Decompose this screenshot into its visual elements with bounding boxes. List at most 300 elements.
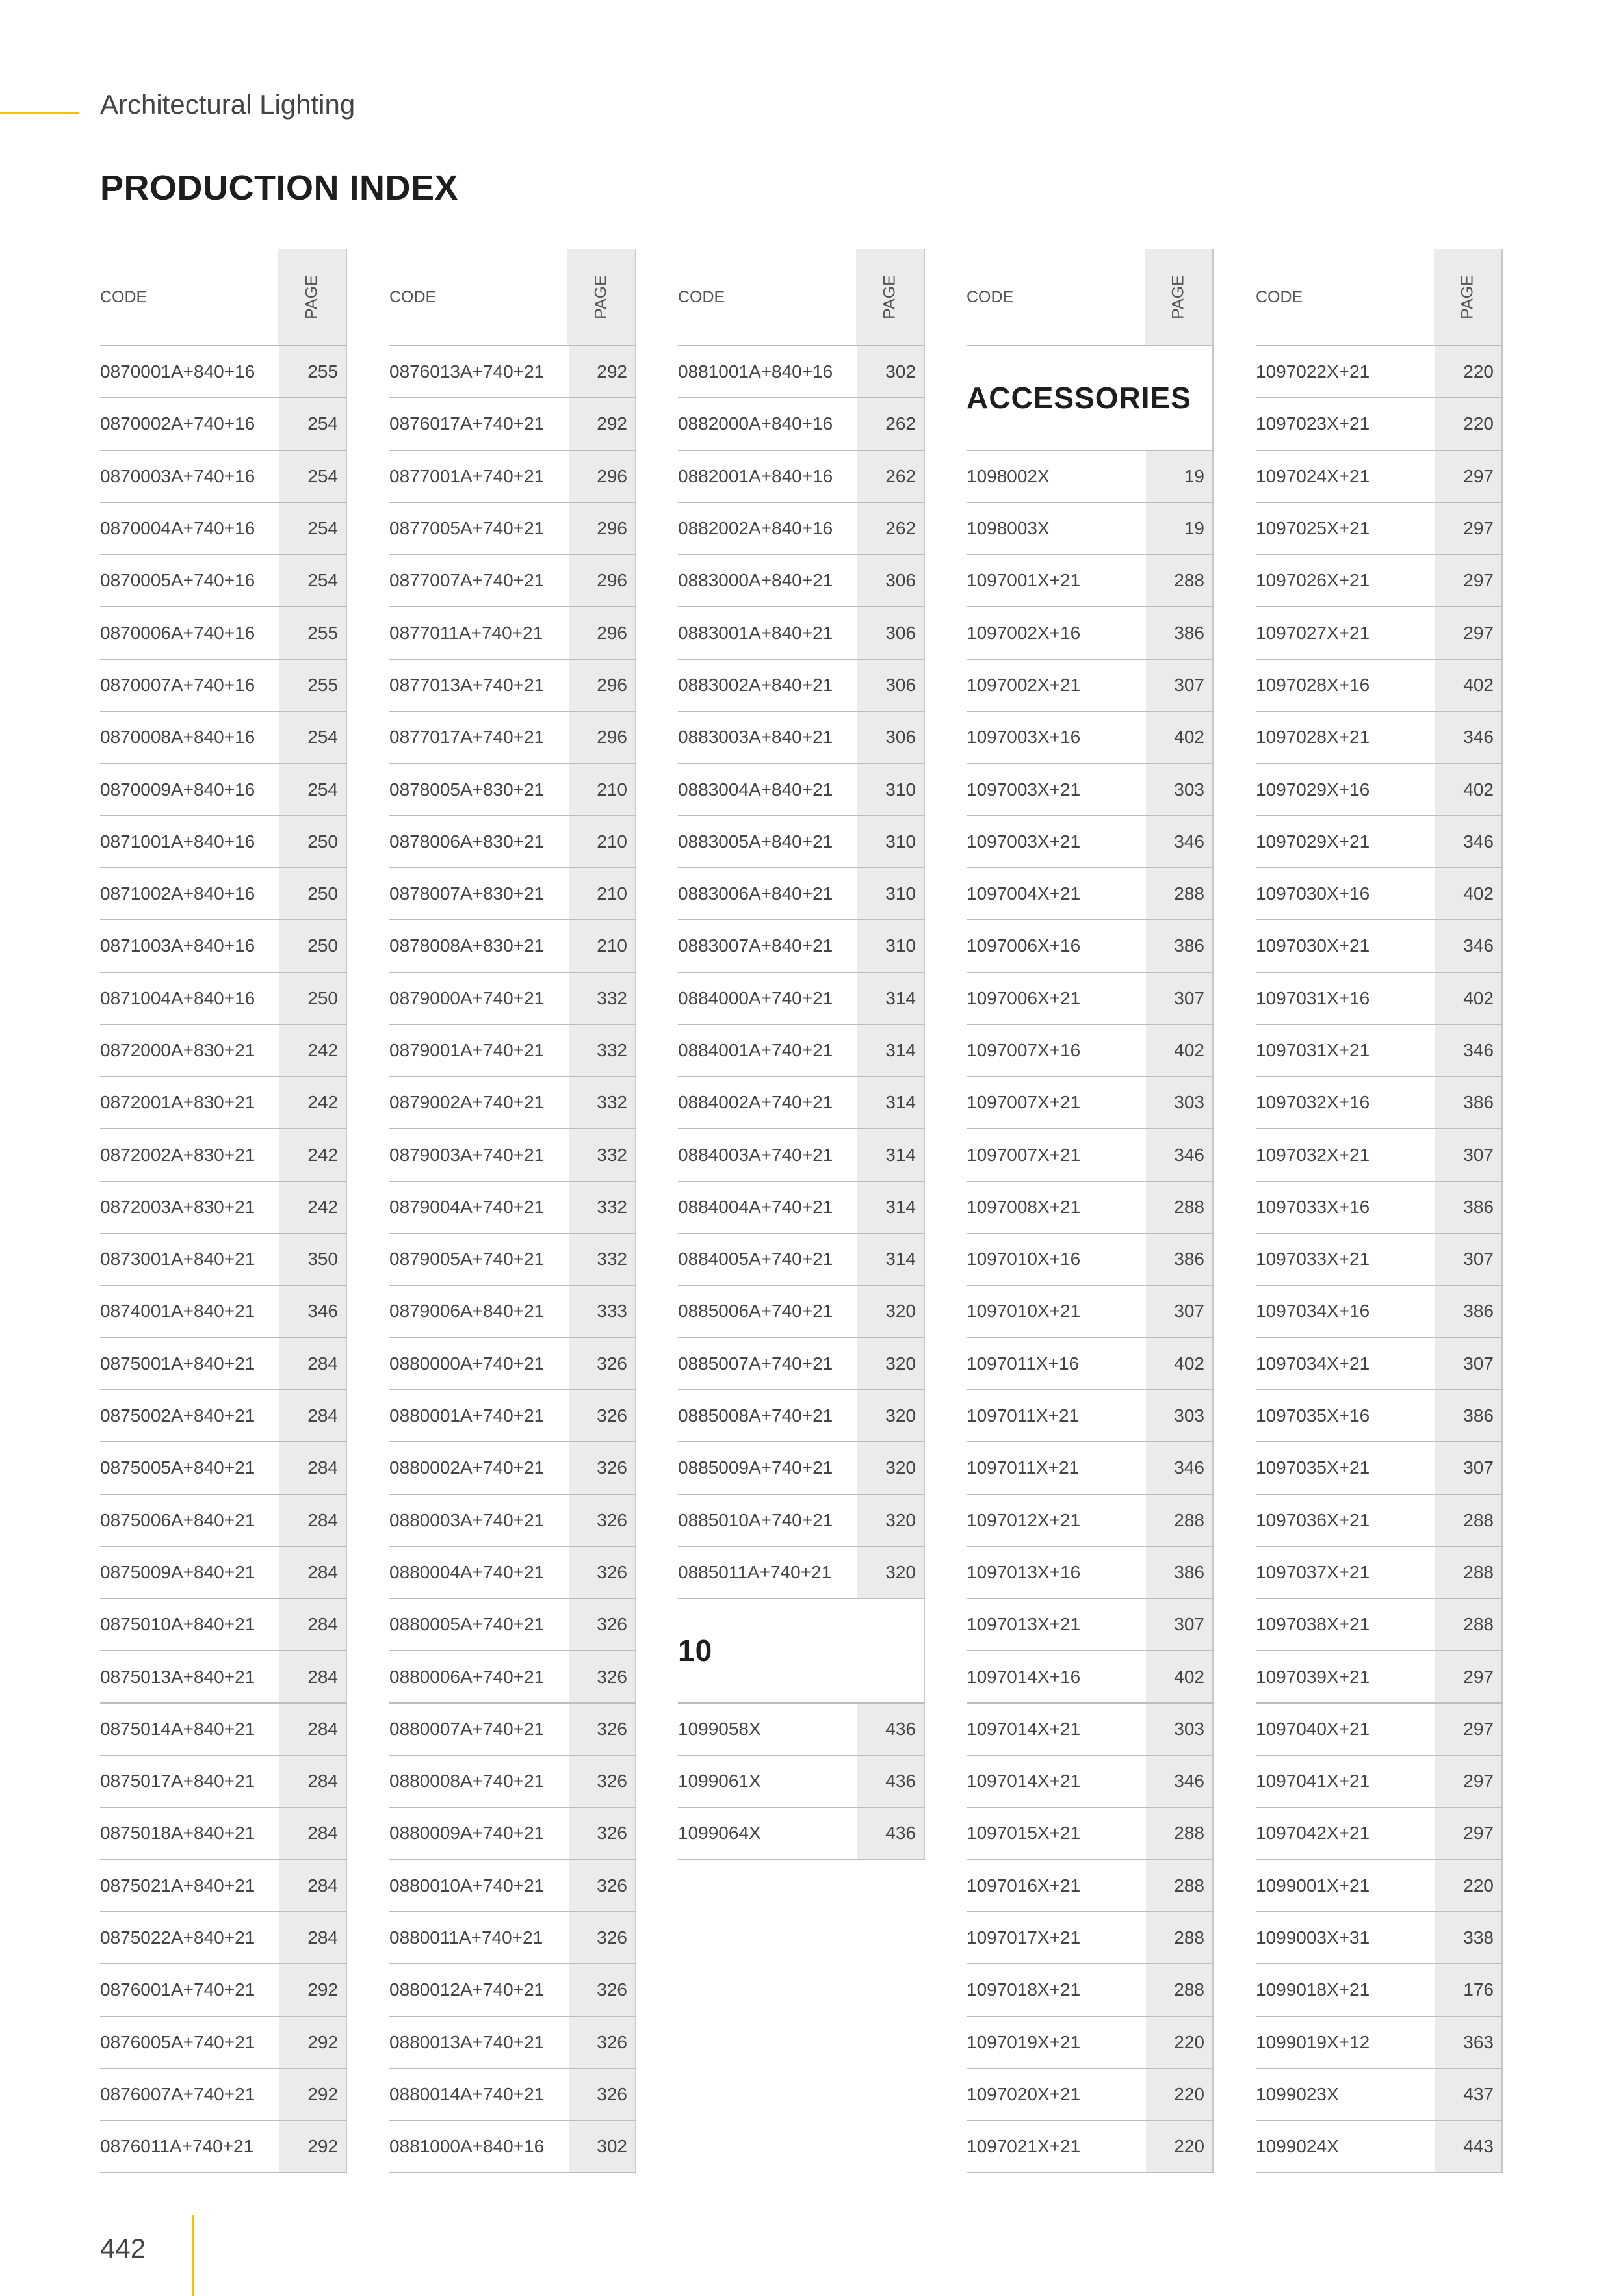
page-ref: 320 bbox=[857, 1390, 925, 1441]
index-row bbox=[1256, 1129, 1503, 1181]
product-code: 1097015X+21 bbox=[967, 1823, 1081, 1844]
page-ref: 302 bbox=[569, 2121, 636, 2172]
index-row bbox=[678, 1808, 925, 1860]
page-ref: 288 bbox=[1146, 1964, 1214, 2015]
page-ref: 292 bbox=[279, 2121, 347, 2172]
page-ref: 346 bbox=[1435, 920, 1503, 971]
product-code: 0880010A+740+21 bbox=[389, 1875, 545, 1896]
index-row bbox=[967, 2017, 1214, 2069]
page-ref: 288 bbox=[1146, 1808, 1214, 1859]
index-row bbox=[100, 1077, 347, 1129]
index-row bbox=[389, 503, 636, 555]
product-code: 0876011A+740+21 bbox=[100, 2136, 254, 2157]
product-code: 1097012X+21 bbox=[967, 1509, 1081, 1530]
page-ref: 332 bbox=[569, 1129, 636, 1180]
product-code: 0884004A+740+21 bbox=[678, 1196, 833, 1217]
product-code: 0885010A+740+21 bbox=[678, 1509, 833, 1530]
code-column-label: CODE bbox=[389, 288, 437, 306]
index-row bbox=[967, 1495, 1214, 1547]
page-ref: 284 bbox=[279, 1808, 347, 1859]
page-ref: 314 bbox=[857, 1129, 925, 1180]
page-ref: 220 bbox=[1146, 2017, 1214, 2068]
product-code: 1097027X+21 bbox=[1256, 622, 1370, 643]
page-ref: 307 bbox=[1435, 1338, 1503, 1389]
index-row bbox=[967, 1599, 1214, 1651]
product-code: 1097037X+21 bbox=[1256, 1561, 1370, 1582]
product-code: 1097035X+21 bbox=[1256, 1457, 1370, 1478]
index-row bbox=[678, 920, 925, 972]
page-ref: 307 bbox=[1435, 1129, 1503, 1180]
page-ref: 326 bbox=[569, 1651, 636, 1702]
index-row bbox=[389, 660, 636, 712]
group-heading-side bbox=[857, 1599, 925, 1702]
index-row bbox=[1256, 1808, 1503, 1860]
page-ref: 402 bbox=[1146, 712, 1214, 763]
product-code: 0878008A+830+21 bbox=[389, 935, 545, 956]
index-row bbox=[1256, 346, 1503, 398]
product-code: 1097007X+21 bbox=[967, 1092, 1081, 1113]
index-row bbox=[100, 1808, 347, 1860]
index-row bbox=[967, 451, 1214, 503]
product-code: 0875018A+840+21 bbox=[100, 1823, 255, 1844]
index-column-2 bbox=[389, 249, 636, 2173]
product-code: 0882000A+840+16 bbox=[678, 413, 833, 434]
page-ref: 288 bbox=[1435, 1599, 1503, 1650]
index-row bbox=[100, 1129, 347, 1181]
index-row bbox=[389, 607, 636, 659]
index-row bbox=[678, 503, 925, 555]
index-row bbox=[967, 2069, 1214, 2121]
index-row bbox=[389, 1495, 636, 1547]
product-code: 0880001A+740+21 bbox=[389, 1405, 545, 1426]
page-ref: 303 bbox=[1146, 1077, 1214, 1128]
product-code: 0870009A+840+16 bbox=[100, 779, 255, 800]
index-row bbox=[967, 1860, 1214, 1912]
index-row bbox=[100, 973, 347, 1025]
product-code: 1097006X+16 bbox=[967, 935, 1081, 956]
page-ref: 326 bbox=[569, 1338, 636, 1389]
index-row bbox=[389, 1912, 636, 1964]
page-ref: 332 bbox=[569, 1077, 636, 1128]
product-code: 1097013X+16 bbox=[967, 1561, 1081, 1582]
column-header bbox=[100, 249, 347, 345]
page-ref: 255 bbox=[279, 660, 347, 711]
index-row bbox=[678, 451, 925, 503]
index-row bbox=[678, 660, 925, 712]
page-ref: 306 bbox=[857, 607, 925, 658]
product-code: 0870004A+740+16 bbox=[100, 518, 255, 539]
index-row bbox=[678, 1234, 925, 1286]
product-code: 0877013A+740+21 bbox=[389, 674, 545, 695]
product-code: 0878007A+830+21 bbox=[389, 883, 545, 904]
product-code: 1099019X+12 bbox=[1256, 2031, 1370, 2052]
index-row bbox=[1256, 1077, 1503, 1129]
page-ref: 402 bbox=[1435, 764, 1503, 815]
index-row bbox=[678, 712, 925, 764]
product-code: 0880004A+740+21 bbox=[389, 1561, 545, 1582]
index-row bbox=[1256, 1860, 1503, 1912]
page-ref: 288 bbox=[1146, 1912, 1214, 1963]
index-row bbox=[389, 1338, 636, 1390]
index-row bbox=[678, 1338, 925, 1390]
index-row bbox=[967, 1025, 1214, 1077]
index-row bbox=[100, 1964, 347, 2016]
page-ref: 284 bbox=[279, 1338, 347, 1389]
product-code: 0876007A+740+21 bbox=[100, 2083, 255, 2104]
page-ref: 326 bbox=[569, 1495, 636, 1546]
column-rows bbox=[967, 345, 1214, 2173]
page-number: 442 bbox=[100, 2233, 146, 2263]
page-ref: 296 bbox=[569, 660, 636, 711]
page-ref: 306 bbox=[857, 712, 925, 763]
page-ref: 288 bbox=[1435, 1547, 1503, 1598]
index-row bbox=[1256, 1182, 1503, 1234]
product-code: 0870001A+840+16 bbox=[100, 361, 255, 382]
product-code: 1097036X+21 bbox=[1256, 1509, 1370, 1530]
product-code: 1098002X bbox=[967, 465, 1050, 486]
index-row bbox=[100, 1338, 347, 1390]
product-code: 0880000A+740+21 bbox=[389, 1353, 545, 1374]
product-code: 0871003A+840+16 bbox=[100, 935, 255, 956]
product-code: 1097002X+21 bbox=[967, 674, 1081, 695]
product-code: 0872003A+830+21 bbox=[100, 1196, 255, 1217]
code-column-label: CODE bbox=[967, 288, 1014, 306]
index-row bbox=[967, 973, 1214, 1025]
group-heading-text: 10 bbox=[678, 1634, 713, 1668]
index-row bbox=[1256, 1651, 1503, 1703]
page-ref: 314 bbox=[857, 1077, 925, 1128]
index-row bbox=[678, 1495, 925, 1547]
product-code: 1099023X bbox=[1256, 2083, 1339, 2104]
page-ref: 220 bbox=[1146, 2121, 1214, 2172]
product-code: 1097002X+16 bbox=[967, 622, 1081, 643]
product-code: 0882002A+840+16 bbox=[678, 518, 833, 539]
page-ref: 210 bbox=[569, 816, 636, 867]
index-row bbox=[678, 1129, 925, 1181]
index-row bbox=[967, 607, 1214, 659]
product-code: 1097032X+16 bbox=[1256, 1092, 1370, 1113]
product-code: 1097007X+16 bbox=[967, 1040, 1081, 1060]
product-code: 0877001A+740+21 bbox=[389, 465, 545, 486]
page-ref: 307 bbox=[1146, 1599, 1214, 1650]
index-row bbox=[389, 920, 636, 972]
index-row bbox=[389, 1182, 636, 1234]
page-ref: 386 bbox=[1146, 1234, 1214, 1285]
index-row bbox=[100, 1912, 347, 1964]
page-ref: 310 bbox=[857, 920, 925, 971]
product-code: 1097040X+21 bbox=[1256, 1718, 1370, 1739]
page-ref: 288 bbox=[1146, 1860, 1214, 1911]
page-ref: 346 bbox=[1146, 1756, 1214, 1807]
product-code: 0883000A+840+21 bbox=[678, 570, 833, 591]
product-code: 1097011X+21 bbox=[967, 1457, 1080, 1478]
index-row bbox=[1256, 451, 1503, 503]
product-code: 0870006A+740+16 bbox=[100, 622, 255, 643]
page-ref: 288 bbox=[1146, 555, 1214, 606]
product-code: 1099001X+21 bbox=[1256, 1875, 1370, 1896]
page-column-label: PAGE bbox=[1169, 275, 1188, 319]
index-row bbox=[100, 1442, 347, 1494]
product-code: 0875021A+840+21 bbox=[100, 1875, 255, 1896]
index-row bbox=[678, 1547, 925, 1599]
index-row bbox=[389, 1234, 636, 1286]
product-code: 0873001A+840+21 bbox=[100, 1249, 255, 1270]
page-ref: 386 bbox=[1146, 607, 1214, 658]
index-row bbox=[1256, 1025, 1503, 1077]
product-code: 0880006A+740+21 bbox=[389, 1666, 545, 1687]
product-code: 1097025X+21 bbox=[1256, 518, 1370, 539]
page-ref: 210 bbox=[569, 868, 636, 919]
page-ref: 310 bbox=[857, 764, 925, 815]
page-ref: 220 bbox=[1435, 1860, 1503, 1911]
page-ref: 284 bbox=[279, 1547, 347, 1598]
product-code: 0885009A+740+21 bbox=[678, 1457, 833, 1478]
product-code: 0880003A+740+21 bbox=[389, 1509, 545, 1530]
group-heading bbox=[678, 1599, 925, 1704]
index-row bbox=[389, 712, 636, 764]
section-title: Architectural Lighting bbox=[100, 89, 356, 120]
product-code: 1097003X+16 bbox=[967, 727, 1081, 748]
product-code: 0880012A+740+21 bbox=[389, 1979, 545, 2000]
product-code: 0877017A+740+21 bbox=[389, 727, 545, 748]
index-row bbox=[1256, 2121, 1503, 2173]
page-ref: 284 bbox=[279, 1651, 347, 1702]
product-code: 1097014X+21 bbox=[967, 1718, 1081, 1739]
product-code: 0876017A+740+21 bbox=[389, 413, 545, 434]
column-rows bbox=[100, 345, 347, 2173]
page-ref: 307 bbox=[1435, 1442, 1503, 1493]
index-row bbox=[678, 1704, 925, 1756]
page-ref: 242 bbox=[279, 1129, 347, 1180]
index-row bbox=[100, 1286, 347, 1338]
page-ref: 326 bbox=[569, 2069, 636, 2120]
page-ref: 320 bbox=[857, 1547, 925, 1598]
header-accent-line bbox=[0, 112, 79, 114]
page-column-label: PAGE bbox=[880, 275, 899, 319]
page-ref: 242 bbox=[279, 1077, 347, 1128]
page-ref: 284 bbox=[279, 1912, 347, 1963]
page-ref: 297 bbox=[1435, 607, 1503, 658]
index-row bbox=[678, 973, 925, 1025]
product-code: 0885011A+740+21 bbox=[678, 1561, 832, 1582]
index-row bbox=[389, 1808, 636, 1860]
page-ref: 320 bbox=[857, 1338, 925, 1389]
product-code: 1097006X+21 bbox=[967, 987, 1081, 1008]
index-row bbox=[389, 2069, 636, 2121]
index-row bbox=[389, 1025, 636, 1077]
product-code: 1097041X+21 bbox=[1256, 1771, 1370, 1792]
product-code: 1098003X bbox=[967, 518, 1050, 539]
page-ref: 284 bbox=[279, 1390, 347, 1441]
page-ref: 297 bbox=[1435, 1756, 1503, 1807]
index-row bbox=[678, 1025, 925, 1077]
product-code: 1099061X bbox=[678, 1771, 761, 1792]
product-code: 0870007A+740+16 bbox=[100, 674, 255, 695]
page-ref: 402 bbox=[1146, 1651, 1214, 1702]
index-row bbox=[100, 816, 347, 868]
product-code: 0884001A+740+21 bbox=[678, 1040, 833, 1060]
product-code: 1097003X+21 bbox=[967, 779, 1081, 800]
index-row bbox=[678, 555, 925, 607]
index-row bbox=[678, 607, 925, 659]
index-row bbox=[100, 1547, 347, 1599]
product-code: 1097024X+21 bbox=[1256, 465, 1370, 486]
index-row bbox=[389, 2017, 636, 2069]
page-ref: 346 bbox=[1435, 1025, 1503, 1076]
product-code: 0879003A+740+21 bbox=[389, 1144, 545, 1165]
page-ref: 19 bbox=[1146, 503, 1214, 554]
index-row bbox=[100, 451, 347, 503]
page-ref: 250 bbox=[279, 973, 347, 1024]
product-code: 1097042X+21 bbox=[1256, 1823, 1370, 1844]
product-code: 0883007A+840+21 bbox=[678, 935, 833, 956]
index-row bbox=[100, 398, 347, 450]
footer-accent-line bbox=[192, 2215, 194, 2296]
index-row bbox=[389, 1286, 636, 1338]
product-code: 0883001A+840+21 bbox=[678, 622, 833, 643]
product-code: 0883004A+840+21 bbox=[678, 779, 833, 800]
product-code: 0875009A+840+21 bbox=[100, 1561, 255, 1582]
product-code: 0878005A+830+21 bbox=[389, 779, 545, 800]
product-code: 1097039X+21 bbox=[1256, 1666, 1370, 1687]
product-code: 1097031X+16 bbox=[1256, 987, 1370, 1008]
page-column-label-cell bbox=[856, 249, 925, 345]
group-heading bbox=[967, 346, 1214, 451]
page-ref: 346 bbox=[1435, 816, 1503, 867]
product-code: 1097034X+21 bbox=[1256, 1353, 1370, 1374]
page-ref: 297 bbox=[1435, 503, 1503, 554]
index-row bbox=[678, 1182, 925, 1234]
page-ref: 402 bbox=[1435, 660, 1503, 711]
index-row bbox=[1256, 1912, 1503, 1964]
index-row bbox=[389, 1599, 636, 1651]
index-row bbox=[389, 1442, 636, 1494]
product-code: 0885006A+740+21 bbox=[678, 1301, 833, 1322]
product-code: 1097033X+21 bbox=[1256, 1249, 1370, 1270]
index-row bbox=[100, 712, 347, 764]
index-row bbox=[1256, 764, 1503, 816]
page-ref: 303 bbox=[1146, 1390, 1214, 1441]
product-code: 1097007X+21 bbox=[967, 1144, 1081, 1165]
index-row bbox=[389, 346, 636, 398]
product-code: 0880013A+740+21 bbox=[389, 2031, 545, 2052]
page-ref: 363 bbox=[1435, 2017, 1503, 2068]
index-row bbox=[389, 1077, 636, 1129]
page-ref: 314 bbox=[857, 1025, 925, 1076]
page-ref: 297 bbox=[1435, 1808, 1503, 1859]
page-ref: 332 bbox=[569, 1182, 636, 1233]
index-column-5 bbox=[1256, 249, 1503, 2173]
page-ref: 320 bbox=[857, 1286, 925, 1337]
page-ref: 386 bbox=[1146, 1547, 1214, 1598]
page-ref: 303 bbox=[1146, 1704, 1214, 1755]
index-row bbox=[389, 1964, 636, 2016]
index-row bbox=[389, 973, 636, 1025]
page-ref: 292 bbox=[569, 346, 636, 397]
product-code: 0875006A+840+21 bbox=[100, 1509, 255, 1530]
index-row bbox=[678, 1286, 925, 1338]
index-row bbox=[967, 1704, 1214, 1756]
product-code: 1097023X+21 bbox=[1256, 413, 1370, 434]
page-ref: 262 bbox=[857, 451, 925, 502]
index-row bbox=[967, 1286, 1214, 1338]
index-row bbox=[967, 712, 1214, 764]
index-row bbox=[389, 1547, 636, 1599]
page-ref: 296 bbox=[569, 607, 636, 658]
product-code: 0875022A+840+21 bbox=[100, 1927, 255, 1948]
index-row bbox=[1256, 973, 1503, 1025]
index-row bbox=[100, 1651, 347, 1703]
page-ref: 307 bbox=[1146, 1286, 1214, 1337]
page-ref: 210 bbox=[569, 764, 636, 815]
index-row bbox=[100, 503, 347, 555]
index-row bbox=[1256, 1547, 1503, 1599]
product-code: 1097032X+21 bbox=[1256, 1144, 1370, 1165]
page-ref: 436 bbox=[857, 1756, 925, 1807]
page-ref: 436 bbox=[857, 1808, 925, 1859]
page-ref: 320 bbox=[857, 1442, 925, 1493]
page-ref: 346 bbox=[1146, 1129, 1214, 1180]
index-row bbox=[967, 1912, 1214, 1964]
index-row bbox=[967, 1338, 1214, 1390]
product-code: 1097020X+21 bbox=[967, 2083, 1081, 2104]
page-ref: 332 bbox=[569, 1025, 636, 1076]
product-code: 0871002A+840+16 bbox=[100, 883, 255, 904]
index-row bbox=[967, 660, 1214, 712]
page-ref: 326 bbox=[569, 1442, 636, 1493]
index-column-4 bbox=[967, 249, 1214, 2173]
index-row bbox=[389, 1860, 636, 1912]
index-row bbox=[1256, 1234, 1503, 1286]
page-ref: 288 bbox=[1146, 868, 1214, 919]
product-code: 0882001A+840+16 bbox=[678, 465, 833, 486]
page-ref: 386 bbox=[1146, 920, 1214, 971]
index-row bbox=[100, 1025, 347, 1077]
product-code: 0872000A+830+21 bbox=[100, 1040, 255, 1060]
group-heading-side bbox=[1191, 346, 1214, 450]
index-row bbox=[678, 1756, 925, 1808]
product-code: 0875010A+840+21 bbox=[100, 1614, 255, 1635]
product-code: 0880014A+740+21 bbox=[389, 2083, 545, 2104]
index-row bbox=[389, 1129, 636, 1181]
product-code: 0877007A+740+21 bbox=[389, 570, 545, 591]
page-ref: 220 bbox=[1146, 2069, 1214, 2120]
page-ref: 326 bbox=[569, 1547, 636, 1598]
index-column-3 bbox=[678, 249, 925, 1860]
index-row bbox=[1256, 1599, 1503, 1651]
page-column-label: PAGE bbox=[591, 275, 610, 319]
page-ref: 326 bbox=[569, 2017, 636, 2068]
index-row bbox=[1256, 1442, 1503, 1494]
page-ref: 297 bbox=[1435, 555, 1503, 606]
index-row bbox=[967, 1442, 1214, 1494]
index-row bbox=[100, 1234, 347, 1286]
page-ref: 254 bbox=[279, 503, 347, 554]
page-ref: 332 bbox=[569, 1234, 636, 1285]
product-code: 1097031X+21 bbox=[1256, 1040, 1370, 1060]
product-code: 1097019X+21 bbox=[967, 2031, 1081, 2052]
product-code: 0874001A+840+21 bbox=[100, 1301, 255, 1322]
product-code: 1097017X+21 bbox=[967, 1927, 1081, 1948]
index-row bbox=[678, 398, 925, 450]
product-code: 0879002A+740+21 bbox=[389, 1092, 545, 1113]
product-code: 0883002A+840+21 bbox=[678, 674, 833, 695]
page-ref: 443 bbox=[1435, 2121, 1503, 2172]
product-code: 0880009A+740+21 bbox=[389, 1823, 545, 1844]
page-ref: 314 bbox=[857, 973, 925, 1024]
page-column-label-cell bbox=[1145, 249, 1214, 345]
page-ref: 288 bbox=[1146, 1495, 1214, 1546]
